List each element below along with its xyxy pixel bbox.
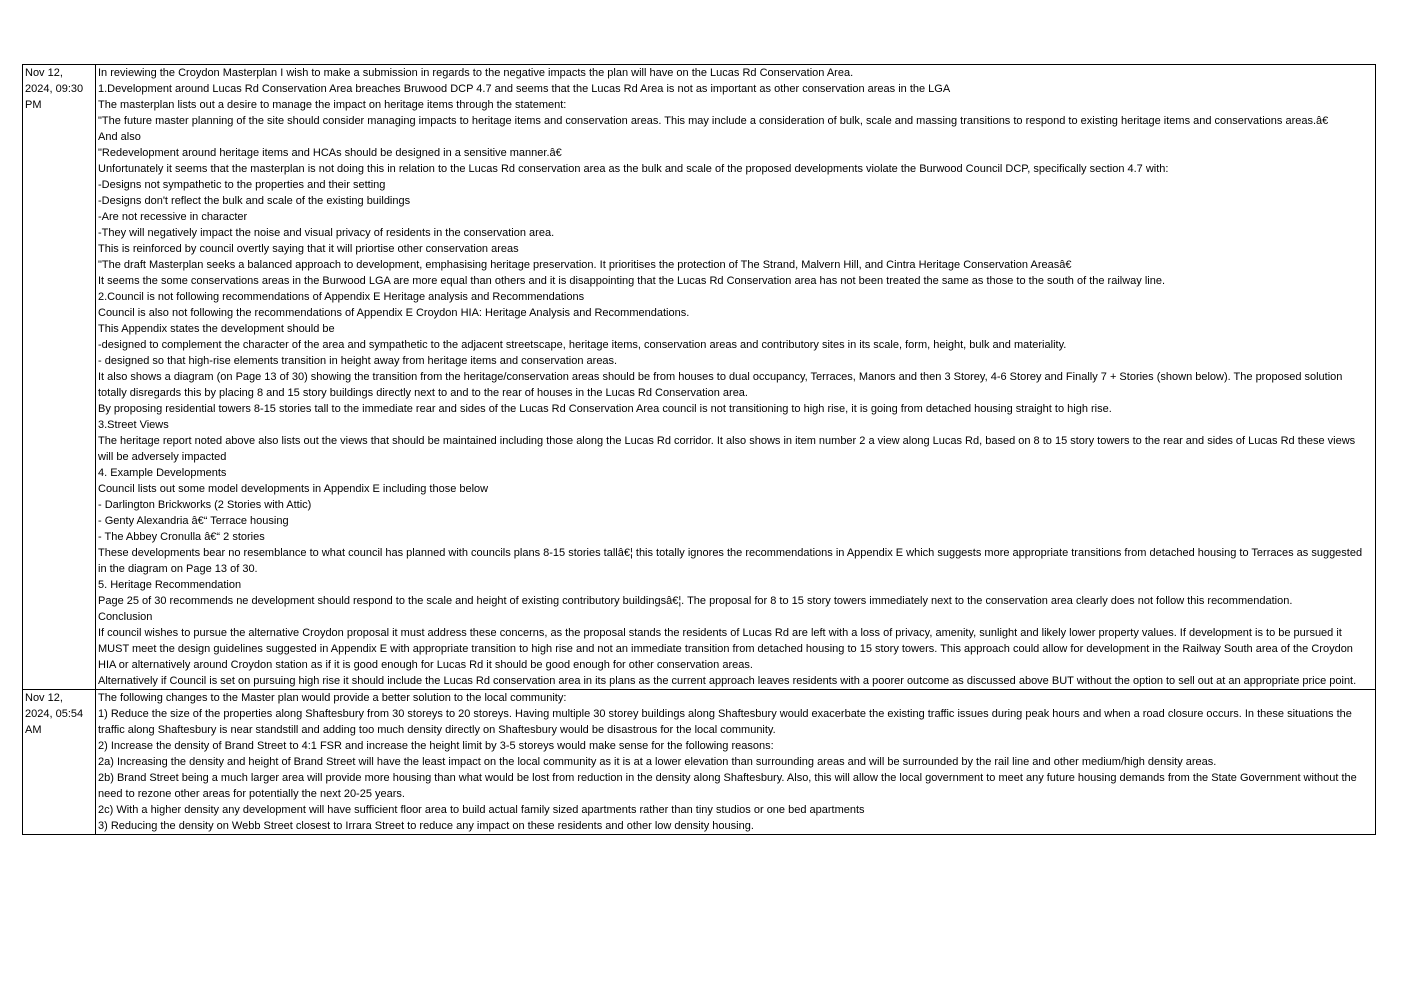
comment-line: If council wishes to pursue the alternative Croydon proposal it must address these concerns, as the proposal stands the residents of Lucas Rd are left with a loss of privacy, amenity, sunlight and likely lower property values. If development is to be pursued it MUST meet the design guidelines suggested in Appendix E with appropriate transition to high rise and not an immediate transition from detached housing to 15 story towers. This approach could allow for development in the Railway South area of the Croydon HIA or alternatively around Croydon station as if it is good enough for Lucas Rd it should be good enough for other conservation areas.	[98, 627, 1353, 671]
comment-cell	[96, 65, 1376, 690]
comment-line: 3) Reducing the density on Webb Street closest to Irrara Street to reduce any impact on these residents and other low density housing.	[98, 820, 754, 832]
table-row	[23, 65, 1376, 690]
comment-line: Alternatively if Council is set on pursuing high rise it should include the Lucas Rd conservation area in its plans as the current approach leaves residents with a poorer outcome as discussed above BUT without the option to sell out at an appropriate price point.	[98, 675, 1357, 687]
comment-line: This is reinforced by council overtly saying that it will priortise other conservation areas	[98, 243, 519, 255]
comment-line: The heritage report noted above also lists out the views that should be maintained including those along the Lucas Rd corridor. It also shows in item number 2 a view along Lucas Rd, based on 8 to 15 story towers to the rear and sides of Lucas Rd these views will be adversely impacted	[98, 435, 1356, 463]
comment-line: The masterplan lists out a desire to manage the impact on heritage items through the statement:	[98, 99, 567, 111]
comment-line: -Designs don't reflect the bulk and scale of the existing buildings	[98, 195, 411, 207]
date-cell: Nov 12, 2024, 05:54 AM	[23, 690, 96, 835]
comment-line: -Designs not sympathetic to the properties and their setting	[98, 179, 386, 191]
comment-line: - Genty Alexandria â€“ Terrace housing	[98, 515, 289, 527]
comment-line: -designed to complement the character of the area and sympathetic to the adjacent streetscape, heritage items, conservation areas and contributory sites in its scale, form, height, bulk and materiality.	[98, 339, 1067, 351]
comment-line: It also shows a diagram (on Page 13 of 30) showing the transition from the heritage/conservation areas should be from houses to dual occupancy, Terraces, Manors and then 3 Storey, 4-6 Storey and Finally 7 + Stories (shown below). The proposed solution totally disregards this by placing 8 and 15 story buildings directly next to and to the rear of houses in the Lucas Rd Conservation area.	[98, 371, 1343, 399]
comment-line: 1) Reduce the size of the properties along Shaftesbury from 30 storeys to 20 storeys. Having multiple 30 storey buildings along Shaftesbury would exacerbate the existing traffic issues during peak hours and when a road closure occurs. In these situations the traffic along Shaftesbury is near standstill and adding too much density directly on Shaftesbury would be disastrous for the local community.	[98, 708, 1352, 736]
comment-line: Page 25 of 30 recommends ne development should respond to the scale and height of existing contributory buildingsâ€¦. The proposal for 8 to 15 story towers immediately next to the conservation area clearly does not follow this recommendation.	[98, 595, 1293, 607]
comment-line: 2c) With a higher density any development will have sufficient floor area to build actual family sized apartments rather than tiny studios or one bed apartments	[98, 804, 865, 816]
comment-line: These developments bear no resemblance to what council has planned with councils plans 8-15 stories tallâ€¦ this totally ignores the recommendations in Appendix E which suggests more appropriate transitions from detached housing to Terraces as suggested in the diagram on Page 13 of 30.	[98, 547, 1363, 575]
comment-line: "The future master planning of the site should consider managing impacts to heritage items and conservation areas. This may include a consideration of bulk, scale and massing transitions to respond to existing heritage items and conservations areas.â€	[98, 115, 1329, 127]
comment-line: 2a) Increasing the density and height of Brand Street will have the least impact on the local community as it is at a lower elevation than surrounding areas and will be surrounded by the rail line and other medium/high density areas.	[98, 756, 1217, 768]
comment-line: 3.Street Views	[98, 419, 169, 431]
comment-line: And also	[98, 131, 141, 143]
comment-line: - Darlington Brickworks (2 Stories with Attic)	[98, 499, 312, 511]
comment-line: 1.Development around Lucas Rd Conservation Area breaches Bruwood DCP 4.7 and seems that the Lucas Rd Area is not as important as other conservation areas in the LGA	[98, 83, 951, 95]
comment-line: This Appendix states the development should be	[98, 323, 335, 335]
date-cell: Nov 12, 2024, 09:30 PM	[23, 65, 96, 690]
comment-cell	[96, 690, 1376, 835]
comment-line: Unfortunately it seems that the masterplan is not doing this in relation to the Lucas Rd conservation area as the bulk and scale of the proposed developments violate the Burwood Council DCP, specifically section 4.7 with:	[98, 163, 1169, 175]
comment-line: -They will negatively impact the noise and visual privacy of residents in the conservation area.	[98, 227, 555, 239]
comment-line: 4. Example Developments	[98, 467, 227, 479]
comment-line: - The Abbey Cronulla â€“ 2 stories	[98, 531, 265, 543]
comment-line: 2) Increase the density of Brand Street to 4:1 FSR and increase the height limit by 3-5 storeys would make sense for the following reasons:	[98, 740, 774, 752]
submissions-table	[22, 64, 1376, 835]
comment-line: Council lists out some model developments in Appendix E including those below	[98, 483, 489, 495]
comment-line: Council is also not following the recommendations of Appendix E Croydon HIA: Heritage Analysis and Recommendations.	[98, 307, 690, 319]
comment-line: The following changes to the Master plan would provide a better solution to the local community:	[98, 692, 567, 704]
comment-line: "Redevelopment around heritage items and HCAs should be designed in a sensitive manner.â€	[98, 147, 562, 159]
comment-line: 5. Heritage Recommendation	[98, 579, 242, 591]
comment-line: 2b) Brand Street being a much larger area will provide more housing than what would be lost from reduction in the density along Shaftesbury. Also, this will allow the local government to meet any future housing demands from the State Government without the need to rezone other areas for potentially the next 20-25 years.	[98, 772, 1357, 800]
comment-line: 2.Council is not following recommendations of Appendix E Heritage analysis and Recommendations	[98, 291, 585, 303]
comment-line: It seems the some conservations areas in the Burwood LGA are more equal than others and it is disappointing that the Lucas Rd Conservation area has not been treated the same as those to the south of the railway line.	[98, 275, 1166, 287]
comment-line: Conclusion	[98, 611, 153, 623]
comment-line: - designed so that high-rise elements transition in height away from heritage items and conservation areas.	[98, 355, 618, 367]
comment-line: By proposing residential towers 8-15 stories tall to the immediate rear and sides of the Lucas Rd Conservation Area council is not transitioning to high rise, it is going from detached housing straight to high rise.	[98, 403, 1112, 415]
comment-line: In reviewing the Croydon Masterplan I wish to make a submission in regards to the negative impacts the plan will have on the Lucas Rd Conservation Area.	[98, 67, 854, 79]
comment-line: "The draft Masterplan seeks a balanced approach to development, emphasising heritage preservation. It prioritises the protection of The Strand, Malvern Hill, and Cintra Heritage Conservation Areasâ€	[98, 259, 1072, 271]
comment-line: -Are not recessive in character	[98, 211, 248, 223]
table-row	[23, 690, 1376, 835]
